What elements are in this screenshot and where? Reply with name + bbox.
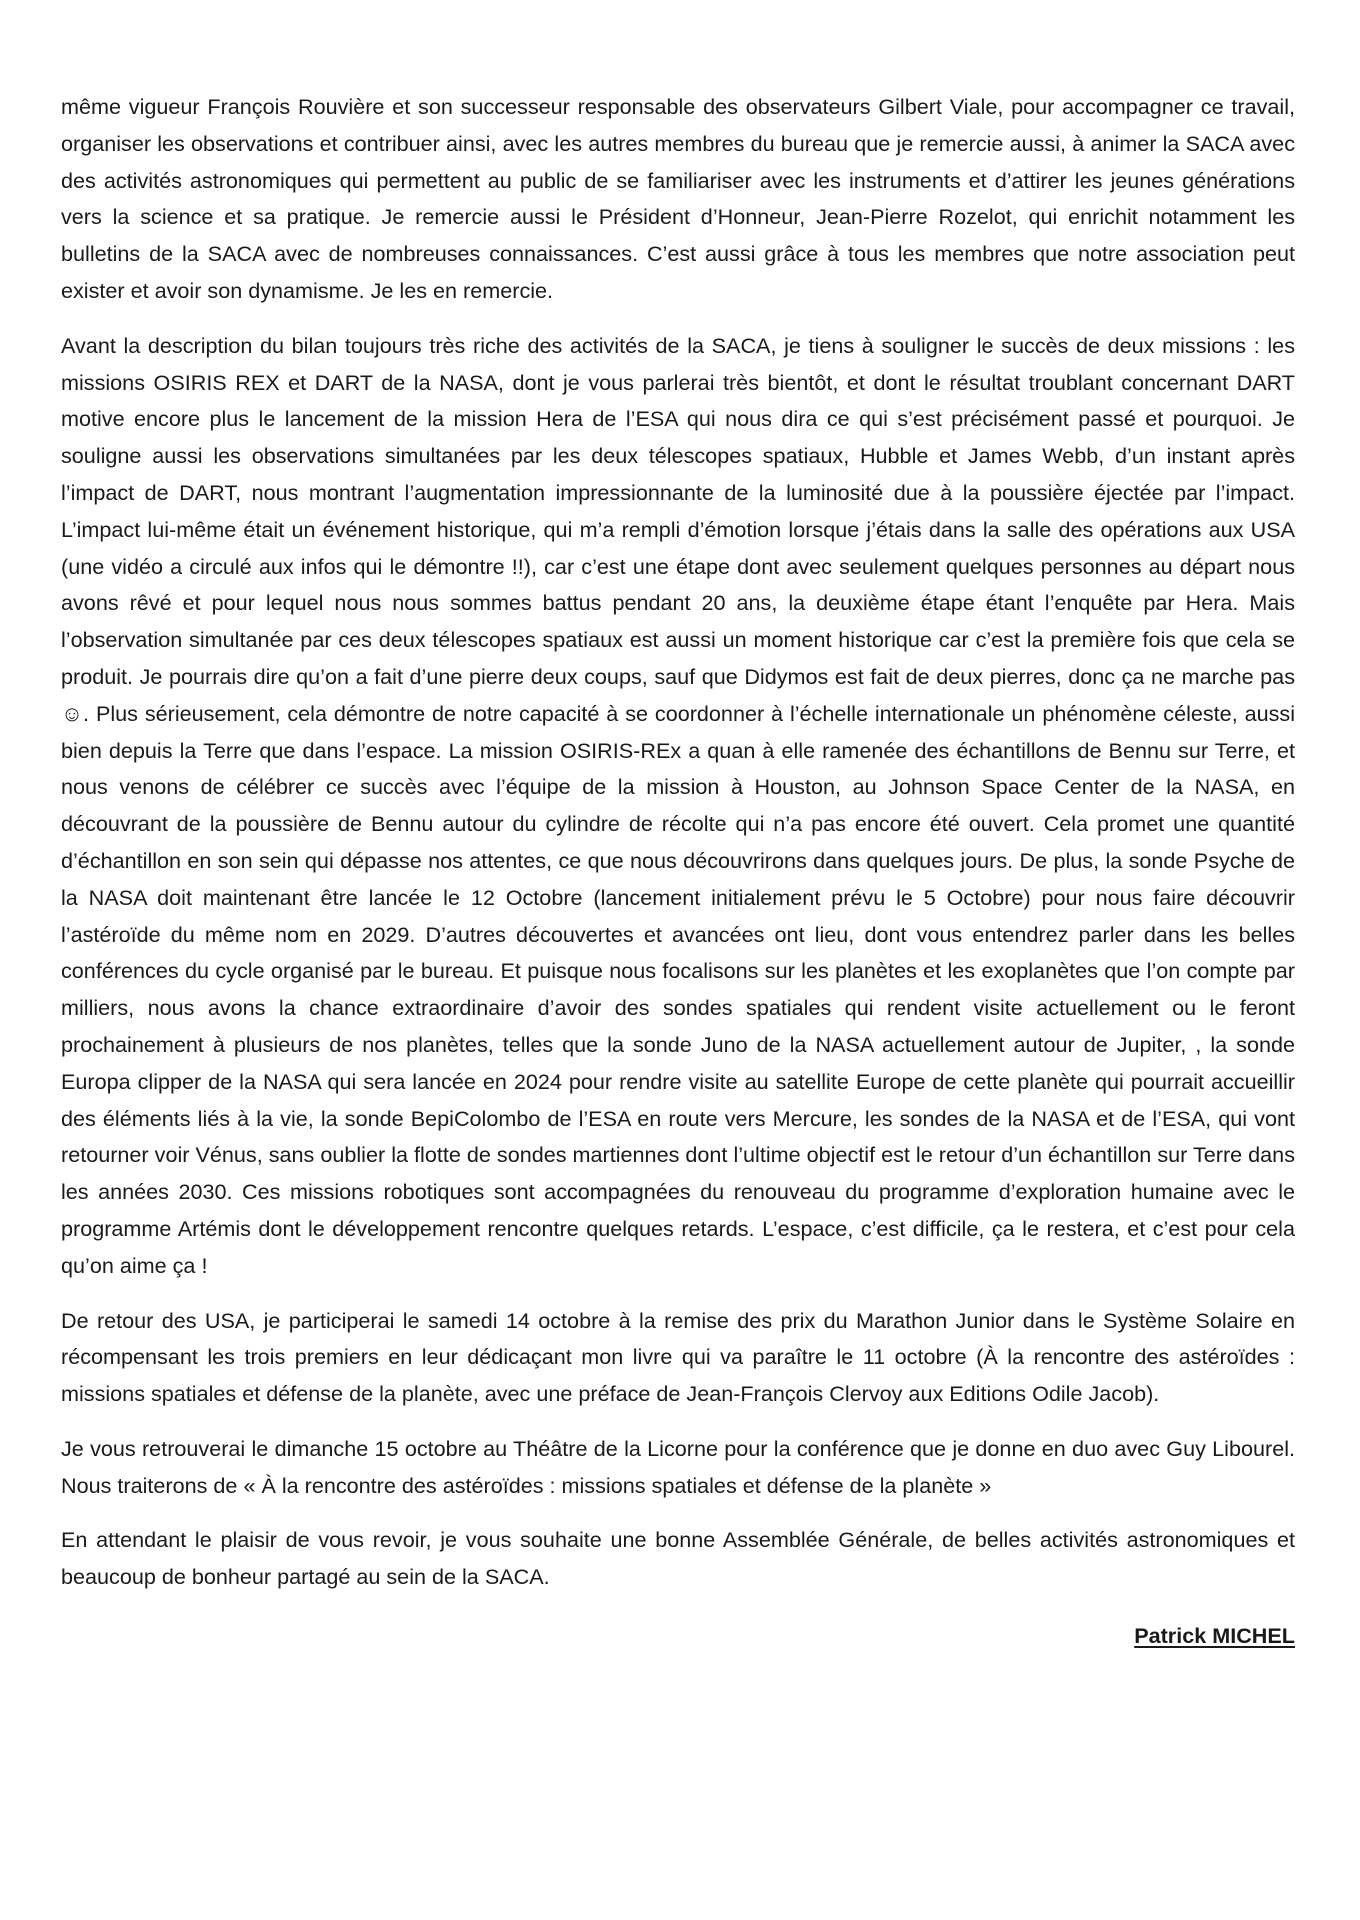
letter-body	[61, 89, 1295, 1655]
signature: Patrick MICHEL	[1134, 1623, 1295, 1649]
paragraph-conference: Je vous retrouverai le dimanche 15 octobre au Théâtre de la Licorne pour la conférence que je donne en duo avec Guy Libourel. Nous traiterons de « À la rencontre des astéroïdes : missions spatiales et défense de la planète »	[61, 1435, 1295, 1498]
paragraph-acknowledgements: même vigueur François Rouvière et son successeur responsable des observateurs Gilbert Viale, pour accompagner ce travail, organiser les observations et contribuer ainsi, avec les autres membres du bureau que je remercie aussi, à animer la SACA avec des activités astronomiques qui permettent au public de se familiariser avec les instruments et d’attirer les jeunes générations vers la science et sa pratique. Je remercie aussi le Président d’Honneur, Jean-Pierre Rozelot, qui enrichit notamment les bulletins de la SACA avec de nombreuses connaissances. C’est aussi grâce à tous les membres que notre association peut exister et avoir son dynamisme. Je les en remercie.	[61, 94, 1295, 303]
paragraph-closing: En attendant le plaisir de vous revoir, je vous souhaite une bonne Assemblée Générale, de belles activités astronomiques et beaucoup de bonheur partagé au sein de la SACA.	[61, 1527, 1295, 1590]
paragraph-marathon-junior: De retour des USA, je participerai le samedi 14 octobre à la remise des prix du Marathon Junior dans le Système Solaire en récompensant les trois premiers en leur dédicaçant mon livre qui va paraître le 11 octobre (À la rencontre des astéroïdes : missions spatiales et défense de la planète, avec une préface de Jean-François Clervoy aux Editions Odile Jacob).	[61, 1307, 1295, 1407]
paragraph-missions: Avant la description du bilan toujours très riche des activités de la SACA, je tiens à souligner le succès de deux missions : les missions OSIRIS REX et DART de la NASA, dont je vous parlerai très bientôt, et dont le résultat troublant concernant DART motive encore plus le lancement de la mission Hera de l’ESA qui nous dira ce qui s’est précisément passé et pourquoi. Je souligne aussi les observations simultanées par les deux télescopes spatiaux, Hubble et James Webb, d’un instant après l’impact de DART, nous montrant l’augmentation impressionnante de la luminosité due à la poussière éjectée par l’impact. L’impact lui-même était un événement historique, qui m’a rempli d’émotion lorsque j’étais dans la salle des opérations aux USA (une vidéo a circulé aux infos qui le démontre !!), car c’est une étape dont avec seulement quelques personnes au départ nous avons rêvé et pour lequel nous nous sommes battus pendant 20 ans, la deuxième étape étant l’enquête par Hera. Mais l’observation simultanée par ces deux télescopes spatiaux est aussi un moment historique car c’est la première fois que cela se produit. Je pourrais dire qu’on a fait d’une pierre deux coups, sauf que Didymos est fait de deux pierres, donc ça ne marche pas ☺. Plus sérieusement, cela démontre de notre capacité à se coordonner à l’échelle internationale un phénomène céleste, aussi bien depuis la Terre que dans l’espace. La mission OSIRIS-REx a quan à elle ramenée des échantillons de Bennu sur Terre, et nous venons de célébrer ce succès avec l’équipe de la mission à Houston, au Johnson Space Center de la NASA, en découvrant de la poussière de Bennu autour du cylindre de récolte qui n’a pas encore été ouvert. Cela promet une quantité d’échantillon en son sein qui dépasse nos attentes, ce que nous découvrirons dans quelques jours. De plus, la sonde Psyche de la NASA doit maintenant être lancée le 12 Octobre (lancement initialement prévu le 5 Octobre) pour nous faire découvrir l’astéroïde du même nom en 2029. D’autres découvertes et avancées ont lieu, dont vous entendrez parler dans les belles conférences du cycle organisé par le bureau. Et puisque nous focalisons sur les planètes et les exoplanètes que l’on compte par milliers, nous avons la chance extraordinaire d’avoir des sondes spatiales qui rendent visite actuellement ou le feront prochainement à plusieurs de nos planètes, telles que la sonde Juno de la NASA actuellement autour de Jupiter, , la sonde Europa clipper de la NASA qui sera lancée en 2024 pour rendre visite au satellite Europe de cette planète qui pourrait accueillir des éléments liés à la vie, la sonde BepiColombo de l’ESA en route vers Mercure, les sondes de la NASA et de l’ESA, qui vont retourner voir Vénus, sans oublier la flotte de sondes martiennes dont l’ultime objectif est le retour d’un échantillon sur Terre dans les années 2030. Ces missions robotiques sont accompagnées du renouveau du programme d’exploration humaine avec le programme Artémis dont le développement rencontre quelques retards. L’espace, c’est difficile, ça le restera, et c’est pour cela qu’on aime ça !	[61, 332, 1295, 1278]
